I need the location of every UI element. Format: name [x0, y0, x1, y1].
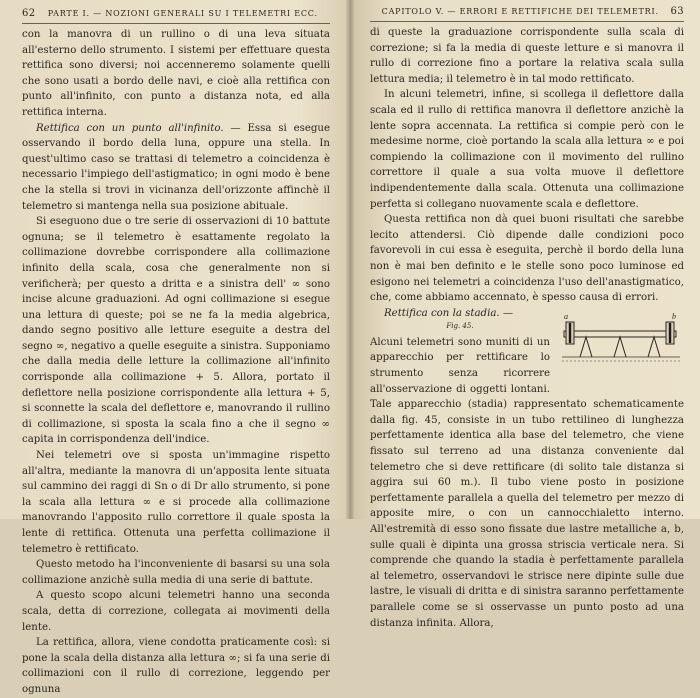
header-rule-right: [370, 21, 684, 22]
paragraph-text: Essa si esegue osservando il bordo della luna, oppure una stella. In quest'ultimo caso se trattasi di telemetro a coincidenza è necessario l'impiego dell'astigmatico; in ogni modo è bene che la stella si trovi in vicinanza dell'orizzonte affinchè il telemetro si mantenga nella sua posizione abituale.: [22, 122, 330, 212]
left-running-header: [22, 8, 330, 22]
paragraph: La rettifica, allora, viene condotta praticamente così: si pone la scala della distanza alla lettura ∞; si fa una serie di collimazioni con il rullo di correzione, leggendo per ognuna: [22, 637, 330, 695]
stadia-diagram: [558, 309, 684, 383]
paragraph: Questa rettifica non dà quei buoni risultati che sarebbe lecito attendersi. Ciò dipende dalle condizioni poco favorevoli in cui essa è eseguita, perchè il bordo della luna non è mai ben definito e le stelle sono poco luminose ed esigono nei telemetri a coincidenza l'uso dell'anastigmatico, che, come abbiamo accennato, è spesso causa di errori.: [370, 214, 684, 304]
right-running-header: [370, 6, 684, 20]
section-title: Rettifica con un punto all'infinito. —: [36, 122, 241, 134]
figure-45: [558, 309, 684, 395]
paragraph: Questo metodo ha l'inconveniente di basarsi su una sola collimazione anzichè sulla media di una serie di battute.: [22, 559, 330, 586]
paragraph-with-italic-lead: [22, 121, 330, 215]
right-page: [350, 0, 700, 629]
header-rule-left: [22, 23, 330, 24]
book-gutter: [346, 0, 354, 519]
paragraph: di queste la graduazione corrispondente sulla scala di correzione; si fa la media di queste letture e si manovra il rullo di correzione fino a portare la relativa scala sulla lettura media; il telemetro è in tal modo rettificato.: [370, 27, 684, 85]
paragraph: Si eseguono due o tre serie di osservazioni di 10 battute ognuna; se il telemetro è esattamente regolato la collimazione dovrebbe corrispondere alla collimazione infinito della scala, cosa che generalmente non si verificherà; per questo a dritta e a sinistra dell' ∞ sono incise alcune graduazioni. Ad ogni collimazione si esegue una lettura di queste; poi se ne fa la media algebrica, dando segno positivo alle letture eseguite a destra del segno ∞, negativo a quelle eseguite a sinistra. Supponiamo che dalla media delle letture la collimazione all'infinito corrisponde alla collimazione + 5. Allora, portato il deflettore nella posizione corrispondente alla lettura + 5, si sconnette la scala del deflettore e, manovrando il rullino di collimazione, si sposta la scala fino a che il segno ∞ capita in corrispondenza dell'indice.: [22, 216, 330, 446]
paragraph: con la manovra di un rullino o di una leva situata all'esterno dello strumento. I sistemi per effettuare questa rettifica sono diversi; noi accenneremo solamente quelli che sono usati a bordo delle navi, e cioè alla rettifica con punto all'infinito, con punto a distanza nota, ed alla rettifica interna.: [22, 29, 330, 118]
running-head-right: CAPITOLO V. — ERRORI E RETTIFICHE DEI TELEMETRI.: [381, 7, 659, 16]
page-number-left: 62: [22, 8, 36, 19]
paragraph-text: Alcuni telemetri sono muniti di un apparecchio per rettificare lo strumento senza ricorrere all'osservazione di oggetti lontani. Tale apparecchio (stadia) rappresentato schematicamente dalla fig. 45, consiste in un tubo rettilineo di lunghezza perfettamente identica alla base del telemetro, che viene fissato sul terreno ad una distanza conveniente dal telemetro che si deve rettificare (di solito tale distanza si aggira sui 60 m.). Il tubo viene posto in posizione perfettamente parallela a quella del telemetro per mezzo di apposite mire, o con un cannocchialetto interno. All'estremità di esso sono fissate due lastre metalliche a, b, sulle quali è dipinta una grossa striscia verticale nera. Si comprende che quando la stadia è perfettamente parallela al telemetro, osservandovi le strisce nere dipinte sulle due lastre, le visuali di dritta e di sinistra saranno perfettamente parallele come se si osservasse un punto posto ad una distanza infinita. Allora,: [370, 336, 684, 629]
label-b: b: [672, 311, 676, 321]
left-page-body: [22, 27, 330, 698]
paragraph: A questo scopo alcuni telemetri hanno una seconda scala, detta di correzione, collegata ai movimenti della lente.: [22, 590, 330, 633]
paragraph: In alcuni telemetri, infine, si scollega il deflettore dalla scala ed il rullo di rettifica manovra il deflettore anzichè la lente sopra accennata. La rettifica si compie però con le medesime norme, cioè portando la scala alla lettura ∞ e poi compiendo la collimazione con il movimento del rullino correttore il quale a sua volta muove il deflettore indipendentemente dalla scala. Ottenuta una collimazione perfetta si collegano nuovamente scala e deflettore.: [370, 89, 684, 210]
running-head-left: PARTE I. — NOZIONI GENERALI SU I TELEMETRI ECC.: [47, 9, 318, 18]
section-title: Rettifica con la stadia. —: [384, 307, 514, 319]
left-page: [0, 0, 350, 695]
figure-caption: Fig. 45.: [446, 322, 474, 331]
label-a: a: [564, 311, 568, 321]
right-page-body: [370, 25, 684, 631]
paragraph: Nei telemetri ove si sposta un'immagine rispetto all'altra, mediante la manovra di un'apposita lente situata sul cammino dei raggi di Sn o di Dr allo strumento, si pone la scala alla lettura ∞ e si procede alla collimazione manovrando l'apposito rullo correttore il quale sposta la lente di rettifica. Ottenuta una perfetta collimazione il telemetro è rettificato.: [22, 450, 330, 555]
page-number-right: 63: [670, 6, 684, 17]
